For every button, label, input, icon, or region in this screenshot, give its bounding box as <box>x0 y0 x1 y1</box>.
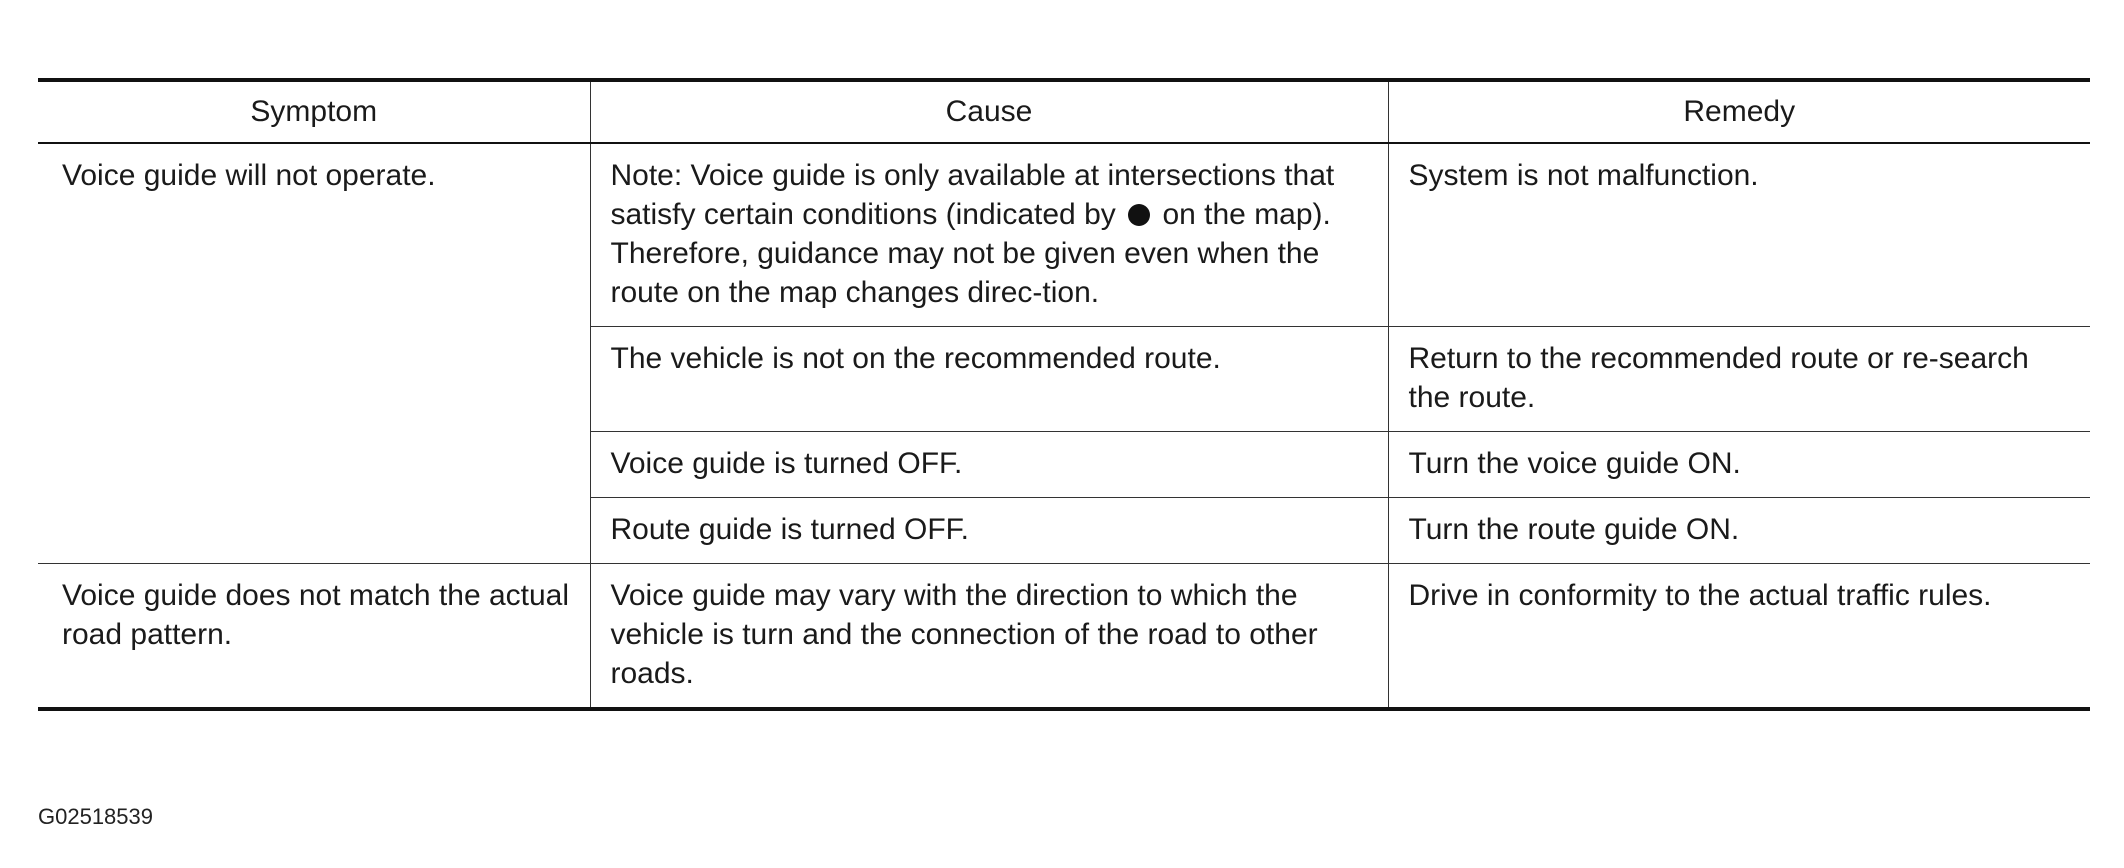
cause-cell: Route guide is turned OFF. <box>590 498 1388 564</box>
figure-code: G02518539 <box>38 804 153 829</box>
table-row <box>38 143 2090 327</box>
cause-cell: The vehicle is not on the recommended route. <box>590 327 1388 432</box>
remedy-cell: System is not malfunction. <box>1388 143 2090 327</box>
symptom-cell: Voice guide will not operate. <box>62 159 436 192</box>
cause-cell <box>590 143 1388 327</box>
header-symptom: Symptom <box>250 95 378 128</box>
table-row <box>38 564 2090 710</box>
remedy-cell: Turn the route guide ON. <box>1388 498 2090 564</box>
header-row <box>38 80 2090 143</box>
cause-cell: Voice guide may vary with the direction to which the vehicle is turn and the connection of the road to other roads. <box>590 564 1388 710</box>
table-body <box>38 143 2090 709</box>
cause-note-text: on the map). Therefore, guidance may not be given even when the route on the map changes direc-tion. <box>610 198 1331 309</box>
symptom-cell: Voice guide does not match the actual road pattern. <box>38 564 590 710</box>
cause-note-text: Note: Voice guide is only available at intersections that satisfy certain conditions (indicated by <box>610 159 1335 231</box>
header-remedy: Remedy <box>1388 80 2090 143</box>
table-header <box>38 80 2090 143</box>
intersection-dot-icon <box>1128 204 1150 226</box>
header-cause: Cause <box>590 80 1388 143</box>
troubleshooting-table <box>38 78 2090 711</box>
remedy-cell: Drive in conformity to the actual traffic rules. <box>1388 564 2090 710</box>
cause-cell: Voice guide is turned OFF. <box>590 432 1388 498</box>
remedy-cell: Turn the voice guide ON. <box>1388 432 2090 498</box>
remedy-cell: Return to the recommended route or re-search the route. <box>1388 327 2090 432</box>
